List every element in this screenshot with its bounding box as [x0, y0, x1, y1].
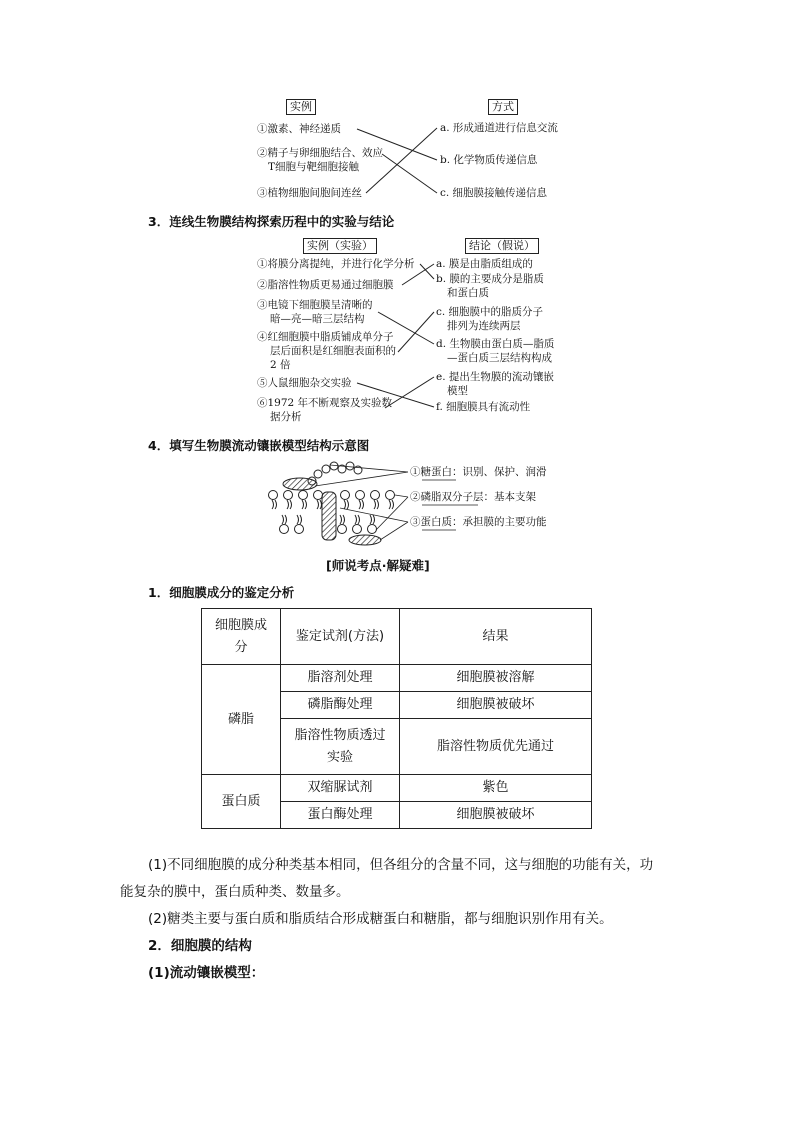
table-cell-method: 脂溶剂处理: [281, 665, 400, 692]
right-line: 排列为连续两层: [447, 320, 521, 332]
left-line: 2 倍: [270, 359, 291, 371]
right-line: f. 细胞膜具有流动性: [436, 401, 531, 413]
left-line: 层后面积是红细胞表面积的: [270, 345, 396, 357]
table-heading: 1．细胞膜成分的鉴定分析: [148, 585, 295, 600]
right-line: —蛋白质三层结构构成: [447, 352, 552, 364]
table-cell-result: 脂溶性物质优先通过: [400, 719, 592, 775]
subsection-heading: 2．细胞膜的结构: [148, 938, 252, 954]
match-lines-3: [357, 264, 434, 408]
table-cell-result: 细胞膜被溶解: [400, 665, 592, 692]
right-item: c. 细胞膜接触传递信息: [440, 187, 548, 199]
left-item: ②精子与卵细胞结合、效应: [257, 147, 383, 159]
right-line: 模型: [447, 385, 468, 397]
left-header-1: 实例: [286, 99, 316, 115]
right-line: 和蛋白质: [447, 287, 489, 299]
right-header-1: 方式: [488, 99, 518, 115]
left-header-3: 实例（实验）: [303, 238, 377, 254]
paragraph-3: (1)流动镶嵌模型：: [148, 965, 265, 981]
left-line: 暗—亮—暗三层结构: [270, 313, 365, 325]
right-line: d. 生物膜由蛋白质—脂质: [436, 338, 555, 350]
left-item: T细胞与靶细胞接触: [268, 161, 360, 173]
table-cell-method: 磷脂酶处理: [281, 692, 400, 719]
section3-heading: 3．连线生物膜结构探索历程中的实验与结论: [148, 214, 395, 229]
right-line: a. 膜是由脂质组成的: [436, 258, 533, 270]
left-line: ⑥1972 年不断观察及实验数: [257, 397, 393, 409]
right-line: b. 膜的主要成分是脂质: [436, 273, 544, 285]
table-row-component: 蛋白质: [202, 775, 281, 829]
left-line: ②脂溶性物质更易通过细胞膜: [257, 279, 394, 291]
table-header-cell: 细胞膜成 分: [202, 609, 281, 665]
paragraph-2: (2)糖类主要与蛋白质和脂质结合形成糖蛋白和糖脂，都与细胞识别作用有关。: [148, 911, 613, 927]
membrane-label-phospholipid: ②磷脂双分子层：基本支架: [410, 491, 536, 503]
membrane-label-protein: ③蛋白质：承担膜的主要功能: [410, 516, 547, 528]
paragraph-1-line-2: 能复杂的膜中，蛋白质种类、数量多。: [120, 884, 350, 900]
table-cell-result: 细胞膜被破坏: [400, 692, 592, 719]
table-cell-method: 双缩脲试剂: [281, 775, 400, 802]
membrane-label-glycoprotein: ①糖蛋白：识别、保护、润滑: [410, 466, 547, 478]
left-item: ③植物细胞间胞间连丝: [257, 187, 362, 199]
table-header-cell: 鉴定试剂(方法): [281, 609, 400, 665]
left-line: 据分析: [270, 411, 302, 423]
right-line: c. 细胞膜中的脂质分子: [436, 306, 544, 318]
left-line: ①将膜分离提纯，并进行化学分析: [257, 258, 415, 270]
table-cell-method: 脂溶性物质透过 实验: [281, 719, 400, 775]
right-line: e. 提出生物膜的流动镶嵌: [436, 371, 554, 383]
table-cell-method: 蛋白酶处理: [281, 802, 400, 829]
right-item: a. 形成通道进行信息交流: [440, 122, 558, 134]
left-line: ④红细胞膜中脂质铺成单分子: [257, 331, 394, 343]
match-lines-1: [357, 128, 437, 193]
left-item: ①激素、神经递质: [257, 123, 341, 135]
membrane-model-illustration: [269, 462, 395, 545]
paragraph-1-line-1: (1)不同细胞膜的成分种类基本相同，但各组分的含量不同，这与细胞的功能有关，功: [148, 857, 654, 873]
left-line: ③电镜下细胞膜呈清晰的: [257, 299, 373, 311]
right-item: b. 化学物质传递信息: [440, 154, 538, 166]
left-line: ⑤人鼠细胞杂交实验: [257, 377, 352, 389]
membrane-component-table: [201, 608, 592, 829]
right-header-3: 结论（假说）: [465, 238, 539, 254]
section-title: [师说考点·解疑难]: [326, 558, 430, 573]
table-header-cell: 结果: [400, 609, 592, 665]
table-cell-result: 细胞膜被破坏: [400, 802, 592, 829]
table-cell-result: 紫色: [400, 775, 592, 802]
section4-heading: 4．填写生物膜流动镶嵌模型结构示意图: [148, 438, 370, 453]
table-row-component: 磷脂: [202, 665, 281, 775]
